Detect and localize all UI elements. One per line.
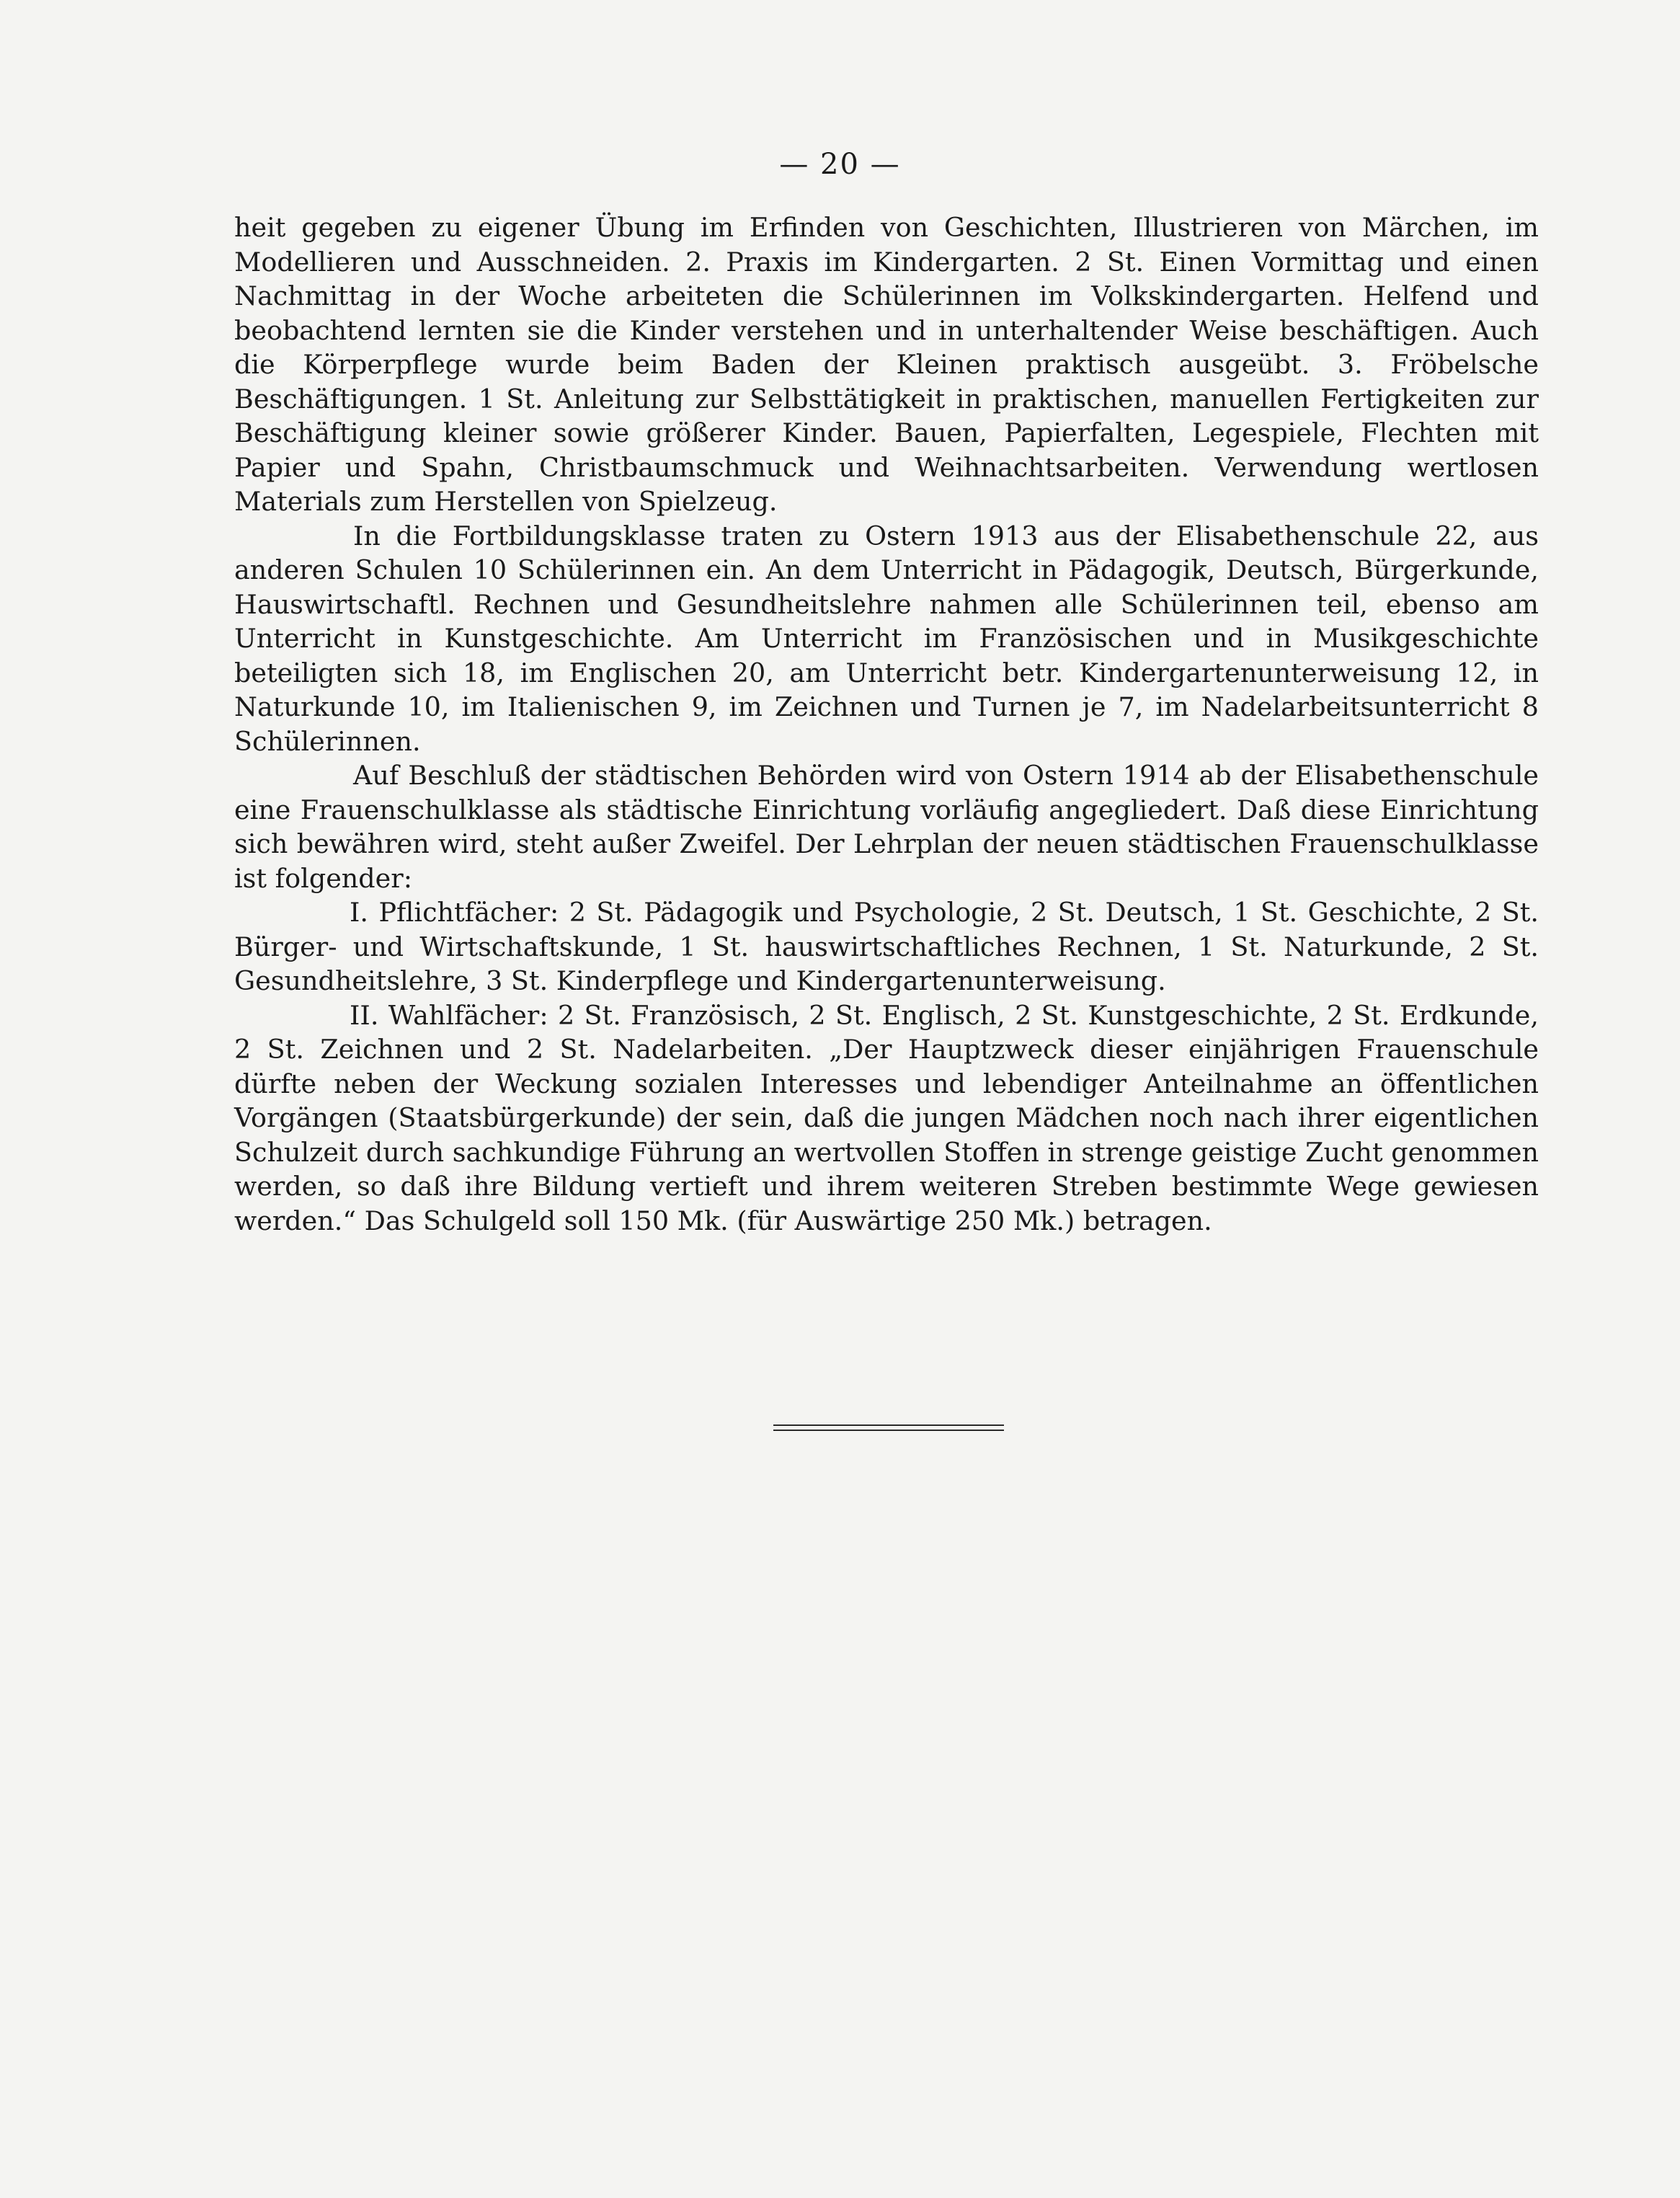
closing-divider	[773, 1424, 1004, 1431]
page-number: — 20 —	[779, 148, 901, 181]
paragraph-wahlfaecher: II. Wahlfächer: 2 St. Französisch, 2 St. Englisch, 2 St. Kunstgeschichte, 2 St. Erdkunde, 2 St. Zeichnen und 2 St. Nadelarbeiten. „Der Hauptzweck dieser einjährigen Frauenschule dürfte neben der Weckung sozialen Interesses und lebendiger Anteilnahme an öffentlichen Vorgängen (Staatsbürgerkunde) der sein, daß die jungen Mädchen noch nach ihrer eigentlichen Schulzeit durch sachkundige Führung an wertvollen Stoffen in strenge geistige Zucht genommen werden, so daß ihre Bildung vertieft und ihrem weiteren Streben bestimmte Wege gewiesen werden.“ Das Schulgeld soll 150 Mk. (für Auswärtige 250 Mk.) betragen.	[234, 999, 1539, 1236]
paragraph-pflichtfaecher: I. Pflichtfächer: 2 St. Pädagogik und Psychologie, 2 St. Deutsch, 1 St. Geschichte, 2 St. Bürger- und Wirtschaftskunde, 1 St. hauswirtschaftliches Rechnen, 1 St. Naturkunde, 2 St. Gesundheitslehre, 3 St. Kinderpflege und Kindergartenunterweisung.	[234, 897, 1539, 996]
body-text	[234, 211, 1539, 1238]
paragraph-frauenschulklasse: Auf Beschluß der städtischen Behörden wird von Ostern 1914 ab der Elisabethenschule eine Frauenschulklasse als städtische Einrichtung vorläufig angegliedert. Daß diese Einrichtung sich bewähren wird, steht außer Zweifel. Der Lehrplan der neuen städtischen Frauenschulklasse ist folgender:	[234, 760, 1539, 894]
paragraph-continuation: heit gegeben zu eigener Übung im Erfinden von Geschichten, Illustrieren von Märchen, im Modellieren und Ausschneiden. 2. Praxis im Kindergarten. 2 St. Einen Vormittag und einen Nachmittag in der Woche arbeiteten die Schülerinnen im Volkskindergarten. Helfend und beobachtend lernten sie die Kinder verstehen und in unterhaltender Weise beschäftigen. Auch die Körperpflege wurde beim Baden der Kleinen praktisch ausgeübt. 3. Fröbelsche Beschäftigungen. 1 St. Anleitung zur Selbsttätigkeit in praktischen, manuellen Fertigkeiten zur Beschäftigung kleiner sowie größerer Kinder. Bauen, Papierfalten, Legespiele, Flechten mit Papier und Spahn, Christbaumschmuck und Weihnachtsarbeiten. Verwendung wertlosen Materials zum Herstellen von Spielzeug.	[234, 212, 1539, 517]
paragraph-fortbildungsklasse: In die Fortbildungsklasse traten zu Ostern 1913 aus der Elisabethenschule 22, aus anderen Schulen 10 Schülerinnen ein. An dem Unterricht in Pädagogik, Deutsch, Bürgerkunde, Hauswirtschaftl. Rechnen und Gesundheitslehre nahmen alle Schülerinnen teil, ebenso am Unterricht in Kunstgeschichte. Am Unterricht im Französischen und in Musikgeschichte beteiligten sich 18, im Englischen 20, am Unterricht betr. Kindergartenunterweisung 12, in Naturkunde 10, im Italienischen 9, im Zeichnen und Turnen je 7, im Nadelarbeitsunterricht 8 Schülerinnen.	[234, 520, 1539, 757]
